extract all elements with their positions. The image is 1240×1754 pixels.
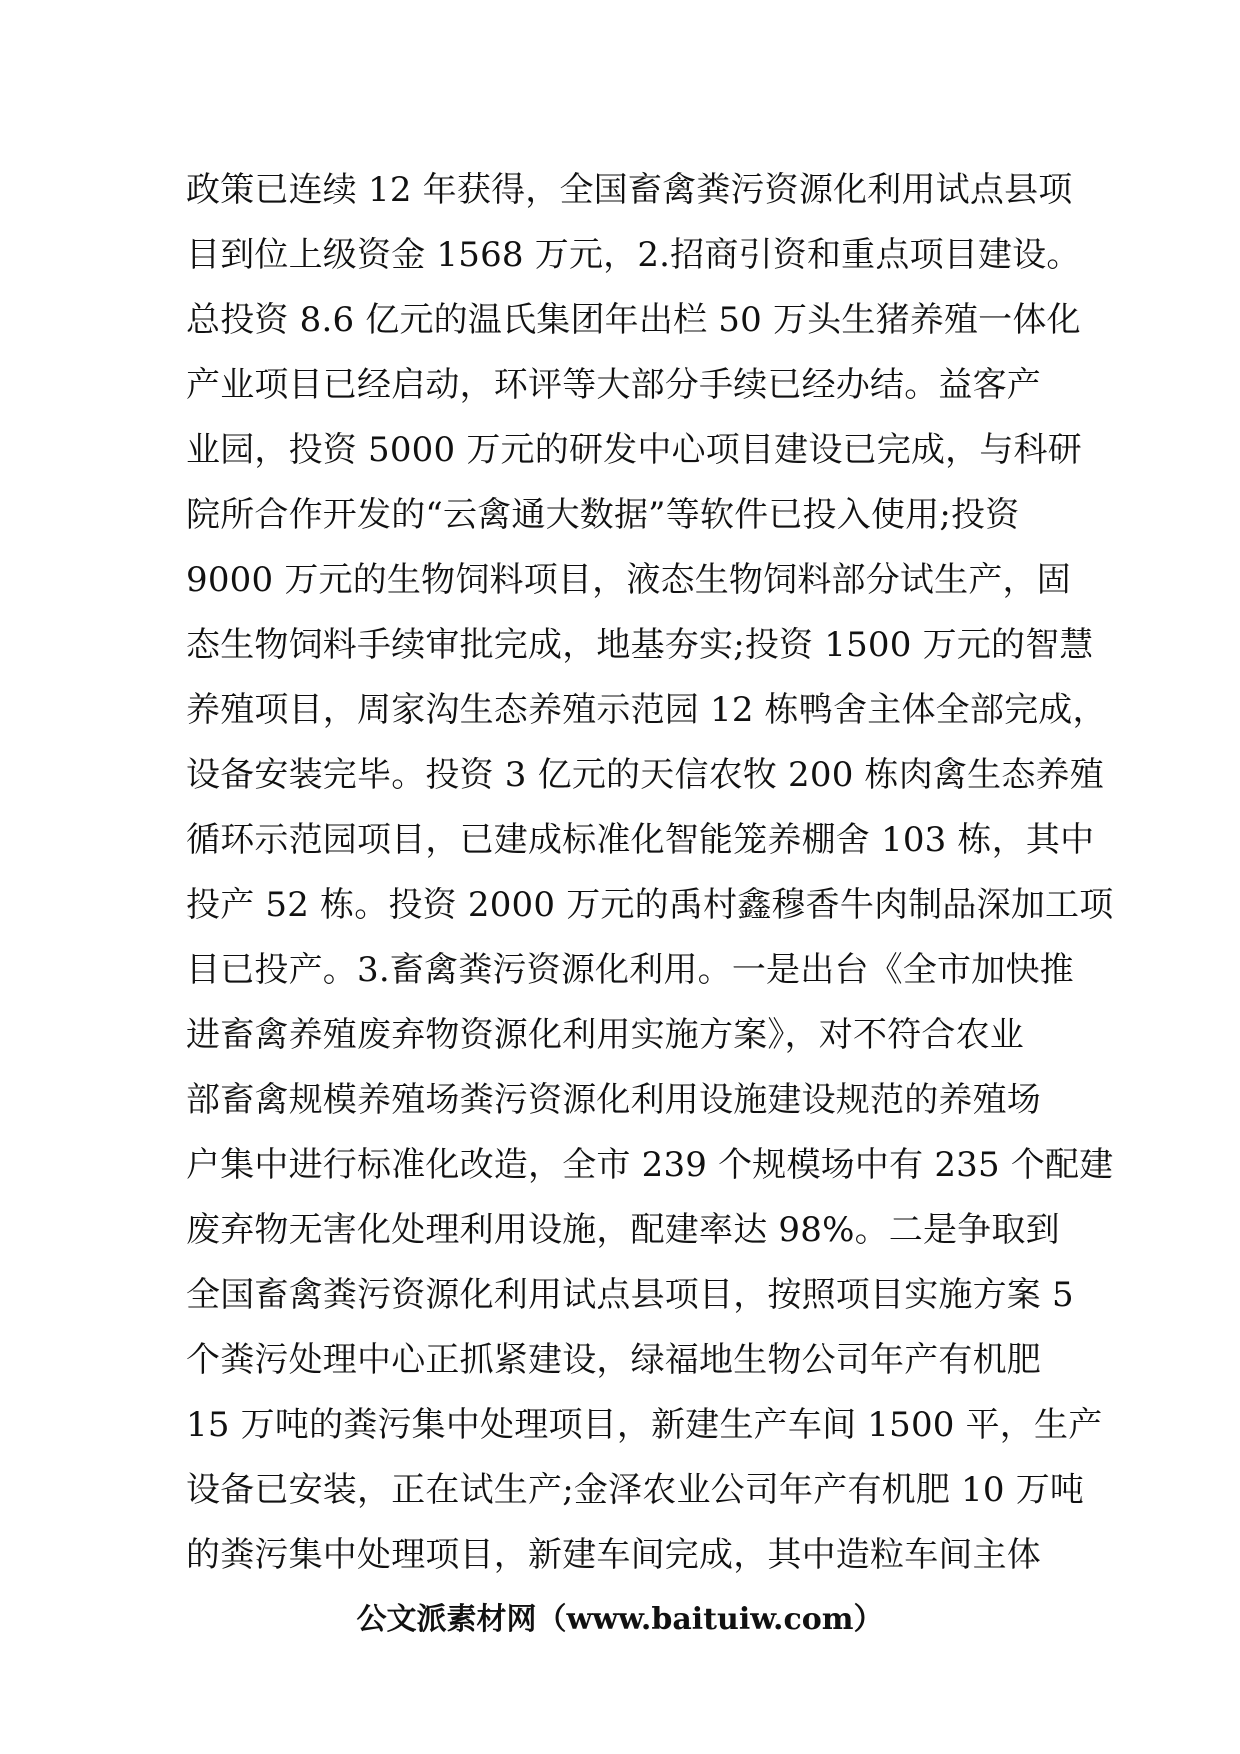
text-line: 总投资 8.6 亿元的温氏集团年出栏 50 万头生猪养殖一体化 <box>186 300 1081 340</box>
text-line: 循环示范园项目，已建成标准化智能笼养棚舍 103 栋，其中 <box>186 820 1095 860</box>
text-line: 业园，投资 5000 万元的研发中心项目建设已完成，与科研 <box>186 430 1082 470</box>
text-line: 设备已安装，正在试生产;金泽农业公司年产有机肥 10 万吨 <box>186 1470 1085 1510</box>
text-line: 的粪污集中处理项目，新建车间完成，其中造粒车间主体 <box>186 1535 1041 1575</box>
page-footer: 公文派素材网（www.baituiw.com） <box>356 1602 884 1637</box>
text-line: 9000 万元的生物饲料项目，液态生物饲料部分试生产，固 <box>186 560 1071 600</box>
text-line: 设备安装完毕。投资 3 亿元的天信农牧 200 栋肉禽生态养殖 <box>186 755 1104 795</box>
text-line: 养殖项目，周家沟生态养殖示范园 12 栋鸭舍主体全部完成， <box>186 690 1107 730</box>
body-text <box>186 158 1114 1588</box>
text-line: 目到位上级资金 1568 万元，2.招商引资和重点项目建设。 <box>186 235 1081 275</box>
text-line: 态生物饲料手续审批完成，地基夯实;投资 1500 万元的智慧 <box>186 625 1094 665</box>
text-line: 院所合作开发的“云禽通大数据”等软件已投入使用;投资 <box>186 495 1020 535</box>
text-line: 进畜禽养殖废弃物资源化利用实施方案》，对不符合农业 <box>186 1015 1024 1055</box>
text-line: 目已投产。3.畜禽粪污资源化利用。一是出台《全市加快推 <box>186 950 1074 990</box>
text-line: 个粪污处理中心正抓紧建设，绿福地生物公司年产有机肥 <box>186 1340 1041 1380</box>
text-line: 废弃物无害化处理利用设施，配建率达 98%。二是争取到 <box>186 1210 1060 1250</box>
text-line: 全国畜禽粪污资源化利用试点县项目，按照项目实施方案 5 <box>186 1275 1074 1315</box>
text-line: 15 万吨的粪污集中处理项目，新建生产车间 1500 平，生产 <box>186 1405 1103 1445</box>
text-line: 产业项目已经启动，环评等大部分手续已经办结。益客产 <box>186 365 1041 405</box>
text-line: 政策已连续 12 年获得，全国畜禽粪污资源化利用试点县项 <box>186 170 1073 210</box>
text-line: 投产 52 栋。投资 2000 万元的禹村鑫穆香牛肉制品深加工项 <box>186 885 1114 925</box>
text-line: 部畜禽规模养殖场粪污资源化利用设施建设规范的养殖场 <box>186 1080 1041 1120</box>
text-line: 户集中进行标准化改造，全市 239 个规模场中有 235 个配建 <box>186 1145 1114 1185</box>
